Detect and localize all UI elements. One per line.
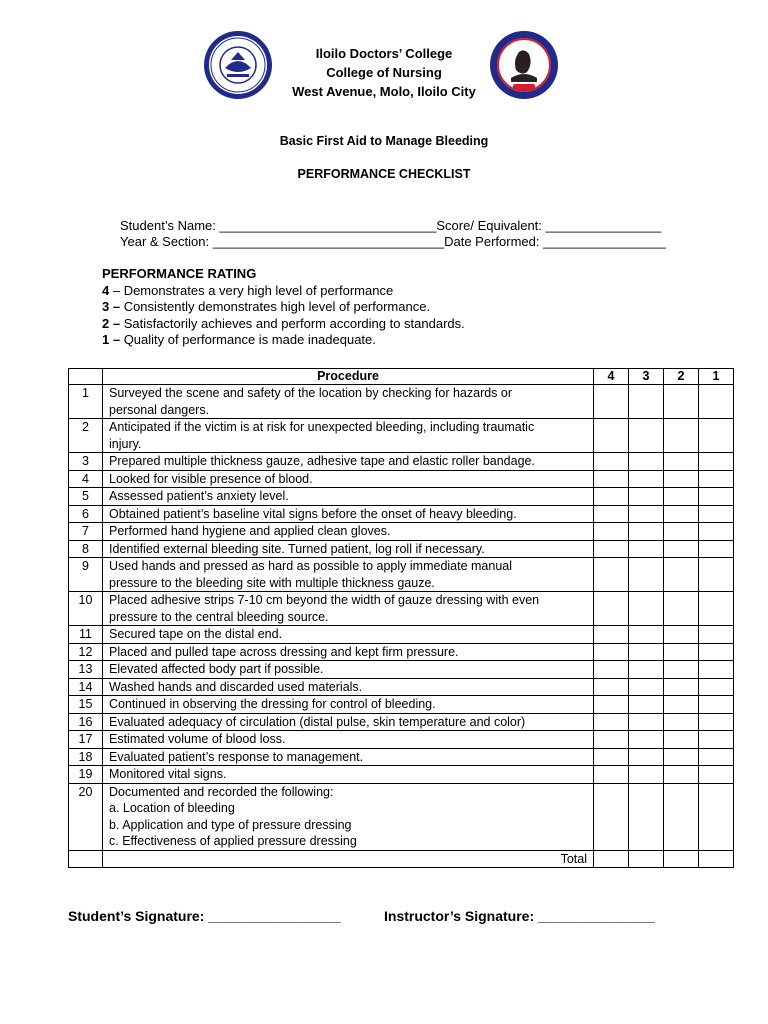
score-3-cell[interactable] [629,643,664,661]
score-1-cell[interactable] [699,470,734,488]
score-4-cell[interactable] [594,696,629,714]
score-3-cell[interactable] [629,696,664,714]
procedure-text-line: b. Application and type of pressure dressing [109,817,352,832]
score-field: Score/ Equivalent: ________________ [436,218,662,233]
table-row [69,523,734,541]
table-row [69,470,734,488]
table-row [69,626,734,644]
procedure-step [103,523,594,541]
score-4-cell[interactable] [594,783,629,850]
score-2-cell[interactable] [664,748,699,766]
table-row [69,558,734,592]
student-name-field: Student’s Name: ______________________________ [120,218,437,233]
score-3-cell[interactable] [629,470,664,488]
step-number: 5 [69,488,103,506]
score-1-cell[interactable] [699,558,734,592]
score-1-cell[interactable] [699,678,734,696]
score-2-cell[interactable] [664,661,699,679]
table-row [69,731,734,749]
rating-score: 3 – [102,299,121,315]
procedure-text-line: Identified external bleeding site. Turned patient, log roll if necessary. [109,541,485,556]
procedure-text-line: pressure to the bleeding site with multiple thickness gauze. [109,575,435,590]
document-title: Basic First Aid to Manage Bleeding [279,134,489,148]
letterhead [0,28,768,108]
procedure-text-line: Placed and pulled tape across dressing and kept firm pressure. [109,644,459,659]
step-number: 7 [69,523,103,541]
score-3-cell[interactable] [629,783,664,850]
score-4-cell[interactable] [594,731,629,749]
step-number: 9 [69,558,103,592]
table-row [69,540,734,558]
rating-level [102,283,465,300]
step-number: 1 [69,385,103,419]
score-4-cell[interactable] [594,678,629,696]
score-3-cell[interactable] [629,540,664,558]
procedure-step [103,783,594,850]
total-number-cell [69,850,103,868]
score-1-cell[interactable] [699,385,734,419]
score-1-cell[interactable] [699,748,734,766]
step-number: 16 [69,713,103,731]
step-number: 17 [69,731,103,749]
number-column-header [69,369,103,385]
score-3-cell[interactable] [629,748,664,766]
score-1-cell[interactable] [699,592,734,626]
procedure-step [103,696,594,714]
score-2-cell[interactable] [664,783,699,850]
student-signature-line: Student’s Signature: _________________ [68,908,341,924]
score-3-cell[interactable] [629,592,664,626]
score-2-cell[interactable] [664,592,699,626]
score-4-cell[interactable] [594,713,629,731]
procedure-text-line: pressure to the central bleeding source. [109,609,329,624]
score-2-cell[interactable] [664,505,699,523]
score-3-cell[interactable] [629,419,664,453]
rating-level [102,299,465,316]
score-3-cell[interactable] [629,731,664,749]
score-4-cell[interactable] [594,592,629,626]
procedure-column-header: Procedure [103,369,594,385]
college-name: Iloilo Doctors’ College [315,46,453,61]
score-2-cell[interactable] [664,678,699,696]
procedure-text-line: Evaluated patient’s response to management. [109,749,364,764]
score-2-cell[interactable] [664,766,699,784]
total-score-3-cell[interactable] [629,850,664,868]
score-3-column-header: 3 [629,369,664,385]
procedure-step [103,385,594,419]
score-4-cell[interactable] [594,661,629,679]
total-score-2-cell[interactable] [664,850,699,868]
year-section-field: Year & Section: ________________________________ [120,234,445,249]
table-row [69,783,734,850]
document-subtitle: PERFORMANCE CHECKLIST [297,167,471,181]
table-row [69,661,734,679]
procedure-text-line: Placed adhesive strips 7-10 cm beyond the width of gauze dressing with even [109,593,540,607]
table-row [69,419,734,453]
procedure-checklist-table [68,368,734,868]
score-1-cell[interactable] [699,661,734,679]
procedure-text-line: Washed hands and discarded used materials. [109,679,363,694]
total-score-4-cell[interactable] [594,850,629,868]
score-4-cell[interactable] [594,523,629,541]
score-2-cell[interactable] [664,470,699,488]
score-1-cell[interactable] [699,713,734,731]
score-2-cell[interactable] [664,523,699,541]
procedure-step [103,661,594,679]
score-4-cell[interactable] [594,558,629,592]
score-4-cell[interactable] [594,643,629,661]
table-row [69,505,734,523]
score-2-cell[interactable] [664,643,699,661]
total-row [69,850,734,868]
procedure-text-line: Monitored vital signs. [109,767,227,781]
score-3-cell[interactable] [629,453,664,471]
rating-score: 1 – [102,332,121,348]
procedure-text-line: Evaluated adequacy of circulation (distal pulse, skin temperature and color) [109,714,526,729]
score-4-cell[interactable] [594,470,629,488]
score-4-cell[interactable] [594,540,629,558]
table-row [69,766,734,784]
score-4-cell[interactable] [594,488,629,506]
score-3-cell[interactable] [629,626,664,644]
procedure-step [103,766,594,784]
score-4-cell[interactable] [594,419,629,453]
procedure-step [103,419,594,453]
step-number: 15 [69,696,103,714]
step-number: 6 [69,505,103,523]
instructor-signature-line: Instructor’s Signature: _______________ [384,908,655,924]
step-number: 8 [69,540,103,558]
rating-heading: PERFORMANCE RATING [102,266,257,281]
info-row-name [120,218,661,233]
score-4-cell[interactable] [594,453,629,471]
procedure-text-line: Estimated volume of blood loss. [109,732,286,746]
procedure-text-line: Used hands and pressed as hard as possible to apply immediate manual [109,559,513,573]
department-name: College of Nursing [326,65,442,80]
score-1-cell[interactable] [699,453,734,471]
score-2-cell[interactable] [664,696,699,714]
procedure-text-line: Continued in observing the dressing for control of bleeding. [109,697,436,711]
procedure-text-line: Documented and recorded the following: [109,784,334,799]
score-1-cell[interactable] [699,488,734,506]
procedure-step [103,626,594,644]
procedure-text-line: c. Effectiveness of applied pressure dressing [109,834,357,848]
procedure-text-line: Assessed patient’s anxiety level. [109,489,289,503]
score-2-column-header: 2 [664,369,699,385]
procedure-text-line: Surveyed the scene and safety of the location by checking for hazards or [109,386,513,400]
rating-desc: Quality of performance is made inadequate. [120,332,376,348]
score-1-cell[interactable] [699,523,734,541]
score-2-cell[interactable] [664,558,699,592]
score-3-cell[interactable] [629,678,664,696]
step-number: 18 [69,748,103,766]
score-2-cell[interactable] [664,626,699,644]
total-score-1-cell[interactable] [699,850,734,868]
step-number: 3 [69,453,103,471]
college-address: West Avenue, Molo, Iloilo City [292,84,476,99]
table-body [69,385,734,851]
procedure-step [103,748,594,766]
step-number: 20 [69,783,103,850]
score-3-cell[interactable] [629,766,664,784]
score-1-column-header: 1 [699,369,734,385]
score-4-column-header: 4 [594,369,629,385]
score-1-cell[interactable] [699,696,734,714]
procedure-step [103,505,594,523]
score-1-cell[interactable] [699,766,734,784]
rating-desc: – Demonstrates a very high level of performance [109,282,394,298]
score-1-cell[interactable] [699,626,734,644]
score-1-cell[interactable] [699,419,734,453]
score-4-cell[interactable] [594,505,629,523]
step-number: 12 [69,643,103,661]
total-label: Total [103,850,594,868]
score-2-cell[interactable] [664,385,699,419]
procedure-text-line: injury. [109,436,142,451]
score-4-cell[interactable] [594,748,629,766]
table-row [69,488,734,506]
score-3-cell[interactable] [629,661,664,679]
procedure-step [103,470,594,488]
rating-score: 2 – [102,315,121,331]
table-row [69,385,734,419]
score-4-cell[interactable] [594,626,629,644]
step-number: 4 [69,470,103,488]
rating-level [102,316,465,333]
performance-rating [102,266,465,349]
procedure-text-line: Performed hand hygiene and applied clean gloves. [109,524,391,538]
score-2-cell[interactable] [664,540,699,558]
procedure-step [103,558,594,592]
table-row [69,748,734,766]
rating-desc: Consistently demonstrates high level of performance. [120,299,431,315]
step-number: 11 [69,626,103,644]
table-row [69,713,734,731]
procedure-text-line: personal dangers. [109,402,210,417]
rating-desc: Satisfactorily achieves and perform according to standards. [120,315,465,331]
procedure-text-line: Prepared multiple thickness gauze, adhesive tape and elastic roller bandage. [109,454,535,468]
rating-level [102,332,465,349]
score-3-cell[interactable] [629,523,664,541]
procedure-step [103,731,594,749]
procedure-step [103,678,594,696]
score-2-cell[interactable] [664,488,699,506]
score-4-cell[interactable] [594,385,629,419]
score-1-cell[interactable] [699,505,734,523]
score-1-cell[interactable] [699,783,734,850]
procedure-text-line: a. Location of bleeding [109,801,235,815]
score-3-cell[interactable] [629,713,664,731]
procedure-step [103,643,594,661]
procedure-text-line: Looked for visible presence of blood. [109,471,313,486]
procedure-step [103,713,594,731]
score-2-cell[interactable] [664,453,699,471]
table-header-row [69,369,734,385]
score-1-cell[interactable] [699,731,734,749]
step-number: 2 [69,419,103,453]
info-row-section [120,234,666,249]
procedure-step [103,488,594,506]
step-number: 10 [69,592,103,626]
score-1-cell[interactable] [699,540,734,558]
score-1-cell[interactable] [699,643,734,661]
table-row [69,643,734,661]
rating-score: 4 [102,282,110,298]
table-row [69,678,734,696]
score-3-cell[interactable] [629,558,664,592]
procedure-text-line: Secured tape on the distal end. [109,627,283,641]
table-row [69,592,734,626]
step-number: 13 [69,661,103,679]
procedure-text-line: Obtained patient’s baseline vital signs before the onset of heavy bleeding. [109,506,517,521]
score-3-cell[interactable] [629,505,664,523]
step-number: 19 [69,766,103,784]
procedure-step [103,540,594,558]
procedure-step [103,592,594,626]
table-row [69,696,734,714]
procedure-step [103,453,594,471]
score-2-cell[interactable] [664,731,699,749]
score-4-cell[interactable] [594,766,629,784]
table-row [69,453,734,471]
procedure-text-line: Elevated affected body part if possible. [109,662,324,676]
score-2-cell[interactable] [664,713,699,731]
score-3-cell[interactable] [629,385,664,419]
score-2-cell[interactable] [664,419,699,453]
score-3-cell[interactable] [629,488,664,506]
date-performed-field: Date Performed: _________________ [444,234,667,249]
procedure-text-line: Anticipated if the victim is at risk for unexpected bleeding, including traumatic [109,420,535,434]
step-number: 14 [69,678,103,696]
